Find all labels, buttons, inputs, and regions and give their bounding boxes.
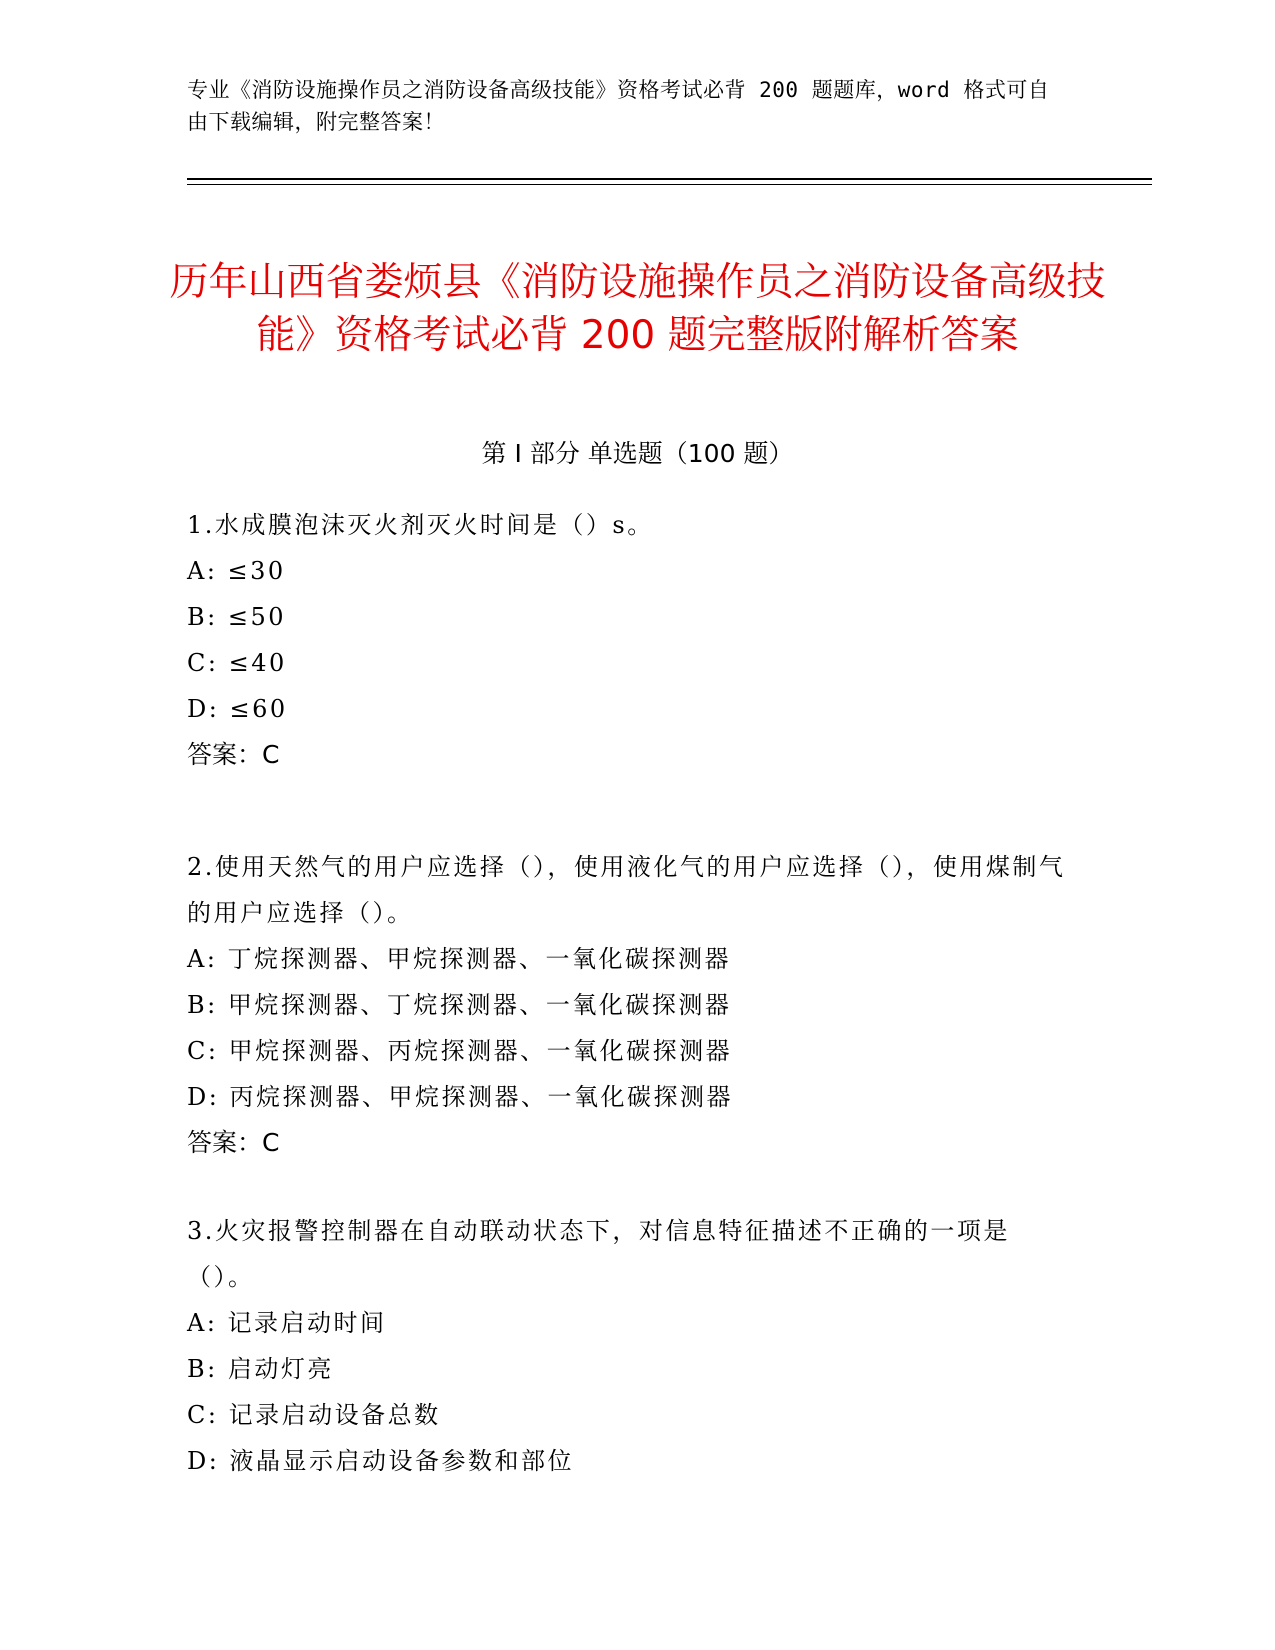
option-a: A: 记录启动时间 bbox=[187, 1309, 387, 1337]
option-b: B: 启动灯亮 bbox=[187, 1355, 334, 1383]
header-rule-thick bbox=[187, 178, 1152, 180]
option-d: D: 丙烷探测器、甲烷探测器、一氧化碳探测器 bbox=[187, 1083, 733, 1111]
option-c: C: ≤40 bbox=[187, 649, 287, 677]
question-stem: 3.火灾报警控制器在自动联动状态下，对信息特征描述不正确的一项是（）。 bbox=[187, 1217, 1010, 1291]
option-d: D: 液晶显示启动设备参数和部位 bbox=[187, 1447, 574, 1475]
question-stem: 1.水成膜泡沫灭火剂灭火时间是（）s。 bbox=[187, 511, 654, 539]
option-c: C: 甲烷探测器、丙烷探测器、一氧化碳探测器 bbox=[187, 1037, 733, 1065]
option-a: A: ≤30 bbox=[187, 557, 286, 585]
option-a: A: 丁烷探测器、甲烷探测器、一氧化碳探测器 bbox=[187, 945, 732, 973]
question-3 bbox=[187, 1208, 1067, 1484]
header-rule-thin bbox=[187, 184, 1152, 185]
answer: 答案：C bbox=[187, 740, 280, 769]
option-b: B: ≤50 bbox=[187, 603, 286, 631]
option-b: B: 甲烷探测器、丁烷探测器、一氧化碳探测器 bbox=[187, 991, 732, 1019]
section-title: 第 I 部分 单选题（100 题） bbox=[481, 439, 794, 468]
document-title: 历年山西省娄烦县《消防设施操作员之消防设备高级技能》资格考试必背 200 题完整版附解析答案 bbox=[169, 260, 1106, 359]
question-stem: 2.使用天然气的用户应选择（），使用液化气的用户应选择（），使用煤制气的用户应选择（）。 bbox=[187, 853, 1066, 927]
header-note: 专业《消防设施操作员之消防设备高级技能》资格考试必背 200 题题库，word 格式可自由下载编辑，附完整答案！ bbox=[187, 78, 1050, 134]
option-c: C: 记录启动设备总数 bbox=[187, 1401, 441, 1429]
option-d: D: ≤60 bbox=[187, 695, 288, 723]
answer: 答案：C bbox=[187, 1128, 280, 1157]
question-2 bbox=[187, 844, 1067, 1166]
question-1 bbox=[187, 502, 1067, 778]
